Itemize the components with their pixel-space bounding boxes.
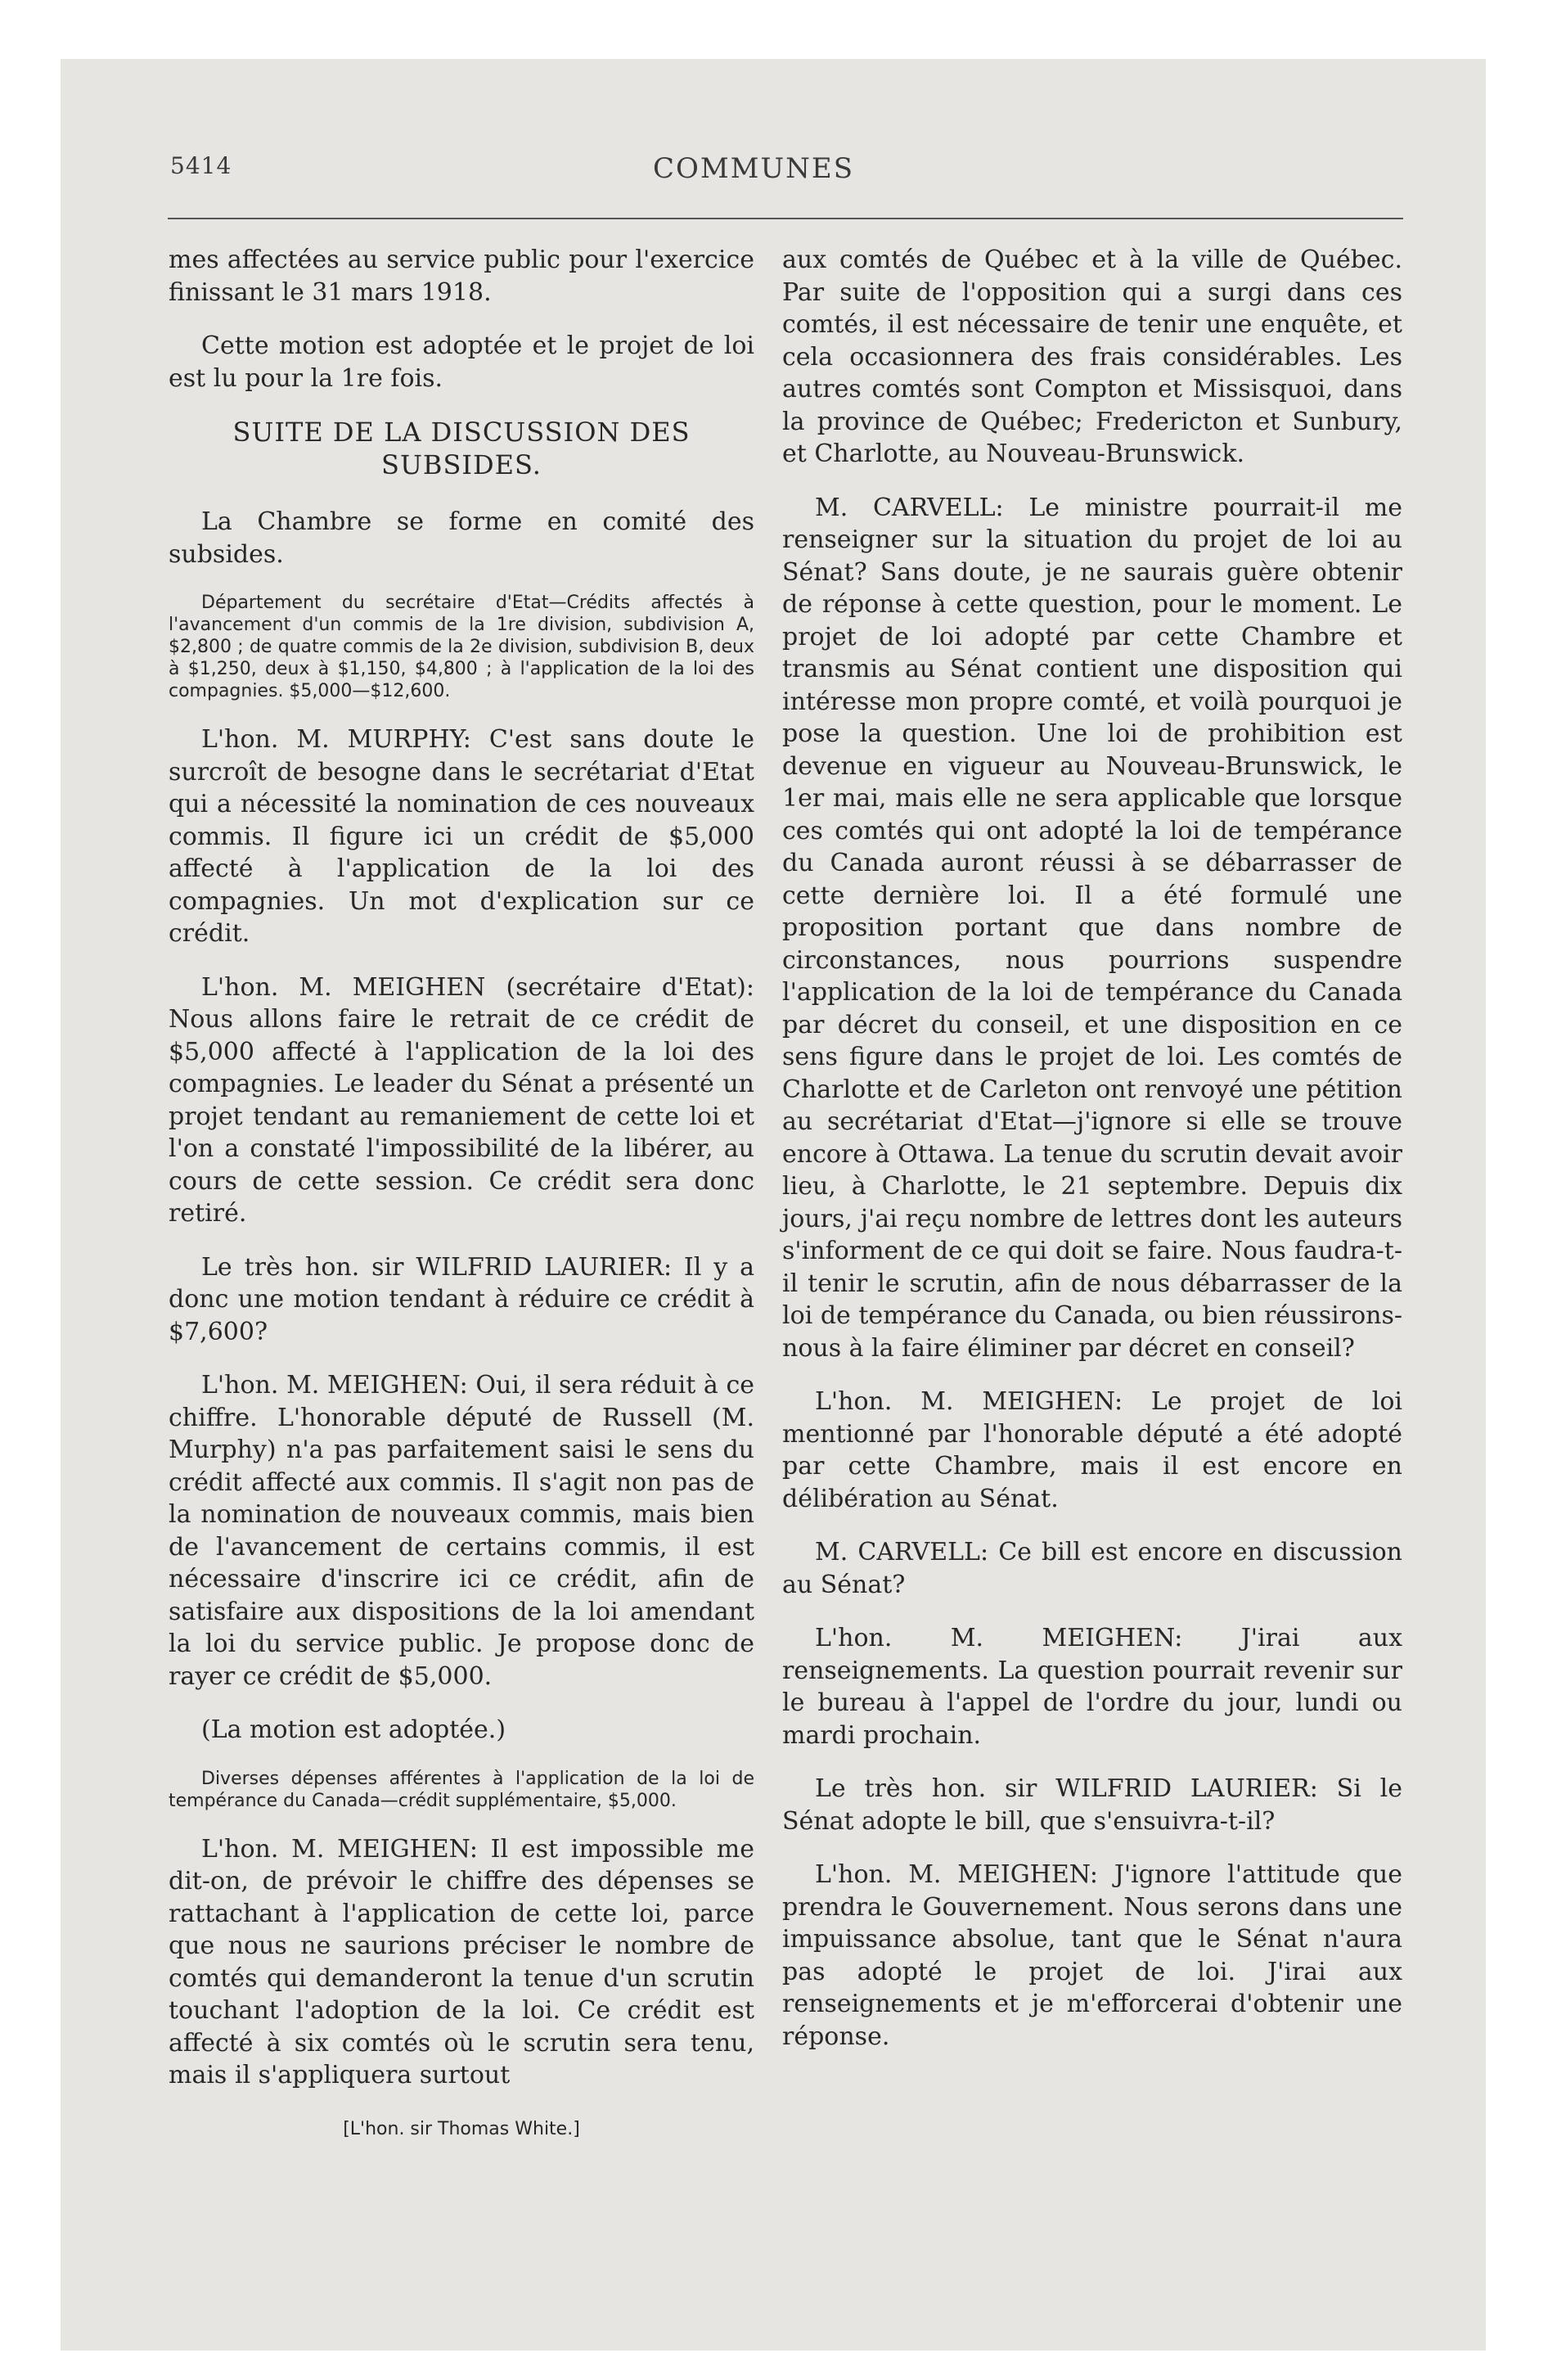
budget-item: Diverses dépenses afférentes à l'application de la loi de tempérance du Canada—crédit supplémentaire, $5,000. bbox=[169, 1768, 754, 1811]
paragraph: (La motion est adoptée.) bbox=[201, 1715, 506, 1744]
paragraph: La Chambre se forme en comité des subsides. bbox=[169, 507, 754, 569]
paragraph: L'hon. M. MURPHY: C'est sans doute le surcroît de besogne dans le secrétariat d'Etat qui a nécessité la nomination de ces nouveaux commis. Il figure ici un crédit de $5,000 affecté à l'application de la loi des compagnies. Un mot d'explication sur ce crédit. bbox=[169, 725, 754, 948]
paragraph: L'hon. M. MEIGHEN: Il est impossible me dit-on, de prévoir le chiffre des dépenses se rattachant à l'application de cette loi, parce que nous ne saurions préciser le nombre de comtés qui demanderont la tenue d'un scrutin touchant l'adoption de la loi. Ce crédit est affecté à six comtés où le scrutin sera tenu, mais il s'appliquera surtout bbox=[169, 1834, 754, 2089]
paragraph: L'hon. M. MEIGHEN: J'irai aux renseignements. La question pourrait revenir sur le bureau à l'appel de l'ordre du jour, lundi ou mardi prochain. bbox=[782, 1624, 1402, 1750]
header-rule bbox=[168, 218, 1403, 219]
section-heading: SUITE DE LA DISCUSSION DES SUBSIDES. bbox=[232, 417, 691, 480]
paragraph: L'hon. M. MEIGHEN: J'ignore l'attitude que prendra le Gouvernement. Nous serons dans une impuissance absolue, tant que le Sénat n'aura pas adopté le projet de loi. J'irai aux renseignements et je m'efforcerai d'obtenir une réponse. bbox=[782, 1860, 1402, 2051]
paragraph: Cette motion est adoptée et le projet de loi est lu pour la 1re fois. bbox=[169, 331, 754, 393]
paragraph: M. CARVELL: Le ministre pourrait-il me renseigner sur la situation du projet de loi au Sénat? Sans doute, je ne saurais guère obtenir de réponse à cette question, pour le moment. Le projet de loi adopté par cette Chambre et transmis au Sénat contient une disposition qui intéresse mon propre comté, et voilà pourquoi je pose la question. Une loi de prohibition est devenue en vigueur au Nouveau-Brunswick, le 1er mai, mais elle ne sera applicable que lorsque ces comtés qui ont adopté la loi de tempérance du Canada auront réussi à se débarrasser de cette dernière loi. Il a été formulé une proposition portant que dans nombre de circonstances, nous pourrions suspendre l'application de la loi de tempérance du Canada par décret du conseil, et une disposition en ce sens figure dans le projet de loi. Les comtés de Charlotte et de Carleton ont renvoyé une pétition au secrétariat d'Etat—j'ignore si elle se trouve encore à Ottawa. La tenue du scrutin devait avoir lieu, à Charlotte, le 21 septembre. Depuis dix jours, j'ai reçu nombre de lettres dont les auteurs s'informent de ce qui doit se faire. Nous faudra-t-il tenir le scrutin, afin de nous débarrasser de la loi de tempérance du Canada, ou bien réussirons-nous à la faire éliminer par décret en conseil? bbox=[782, 493, 1402, 1363]
paragraph: L'hon. M. MEIGHEN: Le projet de loi mentionné par l'honorable député a été adopté par cette Chambre, mais il est encore en délibération au Sénat. bbox=[782, 1387, 1402, 1513]
budget-item: Département du secrétaire d'Etat—Crédits affectés à l'avancement d'un commis de la 1re division, subdivision A, $2,800 ; de quatre commis de la 2e division, subdivision B, deux à $1,250, deux à $1,150, $4,800 ; à l'application de la loi des compagnies. $5,000—$12,600. bbox=[169, 593, 754, 701]
right-column bbox=[782, 244, 1402, 2074]
paragraph: Le très hon. sir WILFRID LAURIER: Si le Sénat adopte le bill, que s'ensuivra-t-il? bbox=[782, 1774, 1402, 1836]
paragraph: M. CARVELL: Ce bill est encore en discussion au Sénat? bbox=[782, 1538, 1402, 1599]
page-number: 5414 bbox=[170, 152, 232, 179]
left-column bbox=[169, 244, 754, 2145]
paragraph: L'hon. M. MEIGHEN (secrétaire d'Etat): Nous allons faire le retrait de ce crédit de $5,000 affecté à l'application de la loi des compagnies. Le leader du Sénat a présenté un projet tendant au remaniement de cette loi et l'on a constaté l'impossibilité de la libérer, au cours de cette session. Ce crédit sera donc retiré. bbox=[169, 972, 754, 1228]
running-title: COMMUNES bbox=[652, 152, 855, 185]
paragraph: L'hon. M. MEIGHEN: Oui, il sera réduit à ce chiffre. L'honorable député de Russell (M. Murphy) n'a pas parfaitement saisi le sens du crédit affecté aux commis. Il s'agit non pas de la nomination de nouveaux commis, mais bien de l'avancement de certains commis, il est nécessaire d'inscrire ici ce crédit, afin de satisfaire aux dispositions de la loi amendant la loi du service public. Je propose donc de rayer ce crédit de $5,000. bbox=[169, 1371, 754, 1691]
paragraph: mes affectées au service public pour l'exercice finissant le 31 mars 1918. bbox=[169, 246, 754, 307]
speaker-footnote: [L'hon. sir Thomas White.] bbox=[343, 2118, 580, 2139]
page-header bbox=[103, 152, 1404, 188]
paragraph: Le très hon. sir WILFRID LAURIER: Il y a donc une motion tendant à réduire ce crédit à $7,600? bbox=[169, 1252, 754, 1346]
paragraph: aux comtés de Québec et à la ville de Québec. Par suite de l'opposition qui a surgi dans ces comtés, il est nécessaire de tenir une enquête, et cela occasionnera des frais considérables. Les autres comtés sont Compton et Missisquoi, dans la province de Québec; Fredericton et Sunbury, et Charlotte, au Nouveau-Brunswick. bbox=[782, 246, 1402, 468]
